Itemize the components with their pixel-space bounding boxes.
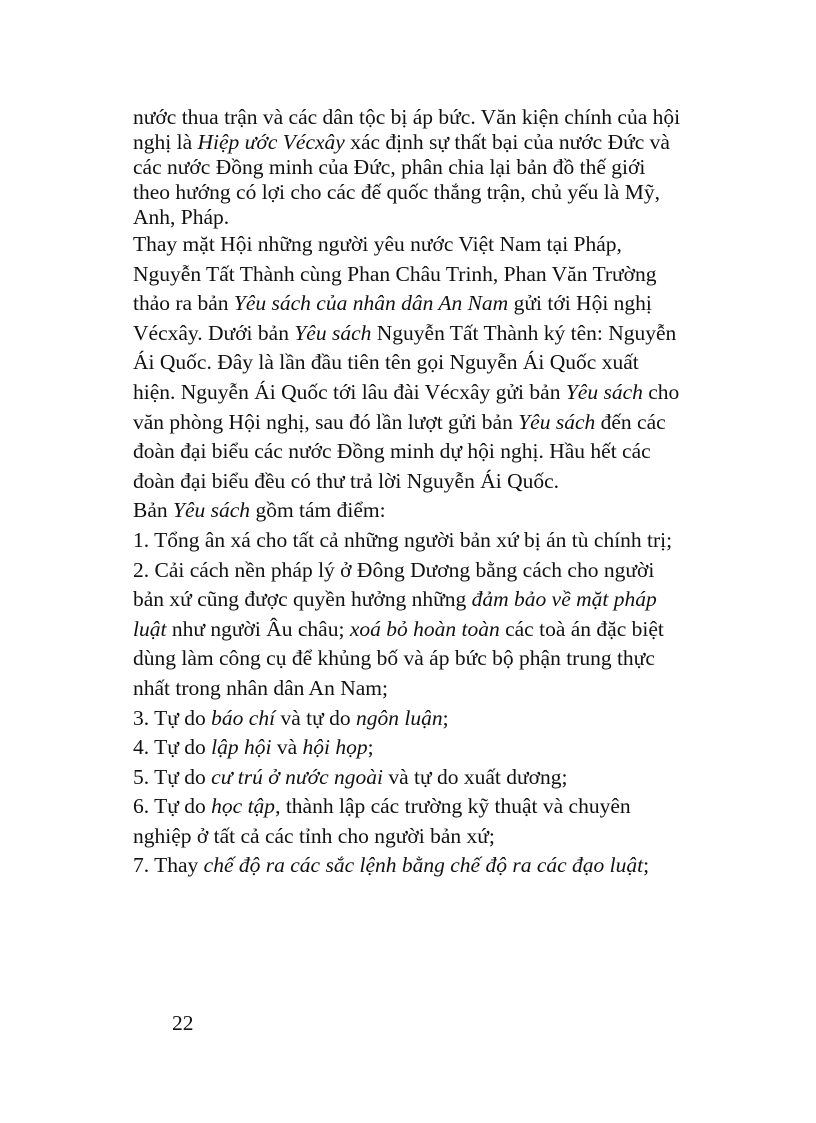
text-run: cho văn phòng Hội nghị, sau đó lần lượt gửi bản <box>133 379 680 434</box>
text-run: 1. Tổng ân xá cho tất cả những người bản xứ bị án tù chính trị; <box>133 527 673 552</box>
text-run: xác định sự thất bại của nước Đức và các nước Đồng minh của Đức, phân chia lại bản đồ thế giới theo hướng có lợi cho các đế quốc thắng trận, chủ yếu là Mỹ, Anh, Pháp. <box>133 130 670 229</box>
italic-text: Hiệp ước Vécxây <box>197 130 345 154</box>
italic-text: Yêu sách <box>294 320 372 345</box>
paragraph <box>133 733 685 763</box>
text-run: 5. Tự do <box>133 764 212 789</box>
italic-text: ngôn luận <box>355 705 443 730</box>
italic-text: xoá bỏ hoàn toàn <box>349 616 500 641</box>
italic-text: đảm bảo về mặt pháp luật <box>133 587 657 641</box>
italic-text: Yêu sách của nhân dân An Nam <box>233 291 509 316</box>
text-run: ; <box>367 735 374 760</box>
paragraph <box>133 556 685 704</box>
paragraph <box>133 763 685 793</box>
paragraph <box>133 792 685 851</box>
text-run: Bản <box>133 498 174 523</box>
text-run: đến các đoàn đại biểu các nước Đồng minh dự hội nghị. Hầu hết các đoàn đại biểu đều có thư trả lời Nguyễn Ái Quốc. <box>133 409 666 493</box>
text-run: nước thua trận và các dân tộc bị áp bức. Văn kiện chính của hội nghị là <box>133 105 681 154</box>
paragraph <box>133 105 685 230</box>
italic-text: cư trú ở nước ngoài <box>211 764 383 789</box>
paragraph <box>133 230 685 496</box>
text-run: các toà án đặc biệt dùng làm công cụ để khủng bố và áp bức bộ phận trung thực nhất trong nhân dân An Nam; <box>133 616 664 700</box>
text-run: ; <box>643 853 650 878</box>
text-run: và tự do <box>275 705 356 730</box>
italic-text: chế độ ra các sắc lệnh bằng chế độ ra các đạo luật <box>203 853 644 878</box>
page-number: 22 <box>172 1011 194 1035</box>
text-run: 6. Tự do <box>133 794 212 819</box>
italic-text: Yêu sách <box>518 409 596 434</box>
text-run: ; <box>442 705 449 730</box>
text-run: 4. Tự do <box>133 735 212 760</box>
italic-text: báo chí <box>211 705 276 730</box>
italic-text: Yêu sách <box>173 498 251 523</box>
text-run: , thành lập các trường kỹ thuật và chuyên nghiệp ở tất cả các tỉnh cho người bản xứ; <box>133 794 631 848</box>
italic-text: hội họp <box>302 735 368 760</box>
text-run: Thay mặt Hội những người yêu nước Việt Nam tại Pháp, Nguyễn Tất Thành cùng Phan Châu Trinh, Phan Văn Trường thảo ra bản <box>133 232 657 316</box>
paragraph <box>133 851 685 881</box>
text-run: như người Âu châu; <box>166 616 350 641</box>
text-run: 2. Cải cách nền pháp lý ở Đông Dương bằng cách cho người bản xứ cũng được quyền hưởng những <box>133 557 655 612</box>
text-run: 7. Thay <box>133 853 204 878</box>
italic-text: học tập <box>211 794 276 819</box>
text-run: Nguyễn Tất Thành ký tên: Nguyễn Ái Quốc. Đây là lần đầu tiên tên gọi Nguyễn Ái Quốc xuất hiện. Nguyễn Ái Quốc tới lâu đài Vécxây gửi bản <box>133 320 677 404</box>
paragraph <box>133 526 685 556</box>
text-run: gửi tới Hội nghị Vécxây. Dưới bản <box>133 291 652 345</box>
paragraph <box>133 496 685 526</box>
text-run: gồm tám điểm: <box>250 498 386 523</box>
italic-text: Yêu sách <box>565 379 643 404</box>
body-text <box>133 105 685 881</box>
text-run: và <box>271 735 303 760</box>
paragraph <box>133 704 685 734</box>
text-run: 3. Tự do <box>133 705 212 730</box>
italic-text: lập hội <box>211 735 272 760</box>
text-run: và tự do xuất dương; <box>382 764 568 789</box>
